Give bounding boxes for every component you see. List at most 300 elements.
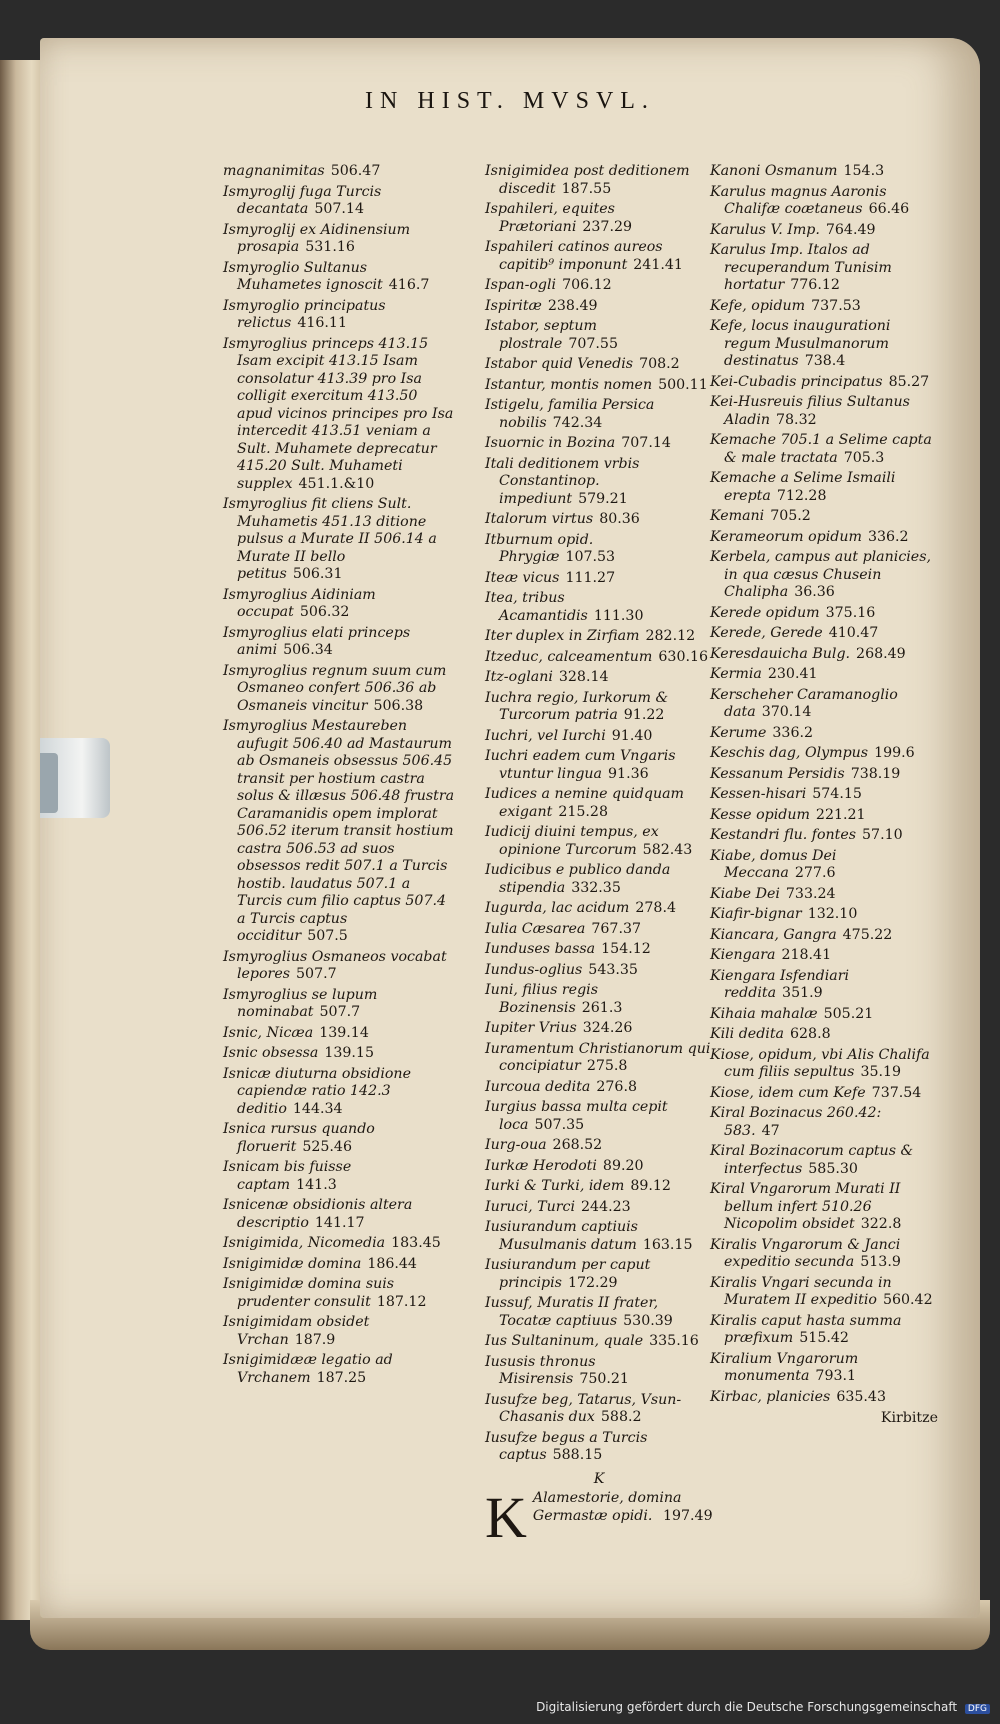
- index-entry-text: Kerscheher Caramanoglio data: [710, 686, 898, 720]
- index-entry: [710, 886, 938, 904]
- index-entry-text: Kiabe, domus Dei Meccana: [710, 847, 837, 881]
- page-reference: 238.49: [547, 297, 598, 314]
- page-reference: 163.15: [642, 1236, 693, 1253]
- dfg-logo: DFG: [965, 1704, 990, 1714]
- index-entry-text: Ispan-ogli: [485, 277, 557, 293]
- page-reference: 187.25: [316, 1369, 367, 1386]
- page-reference: 500.11: [658, 376, 708, 393]
- index-entry-text: Ismyroglio Sultanus Muhametes ignoscit: [223, 259, 383, 293]
- index-entry-text: Kiral Bozinacorum captus & interfectus: [710, 1143, 914, 1177]
- index-entry: [710, 725, 938, 743]
- page-reference: 560.42: [882, 1292, 933, 1308]
- index-entry: [485, 941, 713, 959]
- page-reference: 635.43: [836, 1388, 886, 1405]
- index-entry-text: Iuruci, Turci: [485, 1198, 576, 1215]
- page-reference: 628.8: [789, 1026, 831, 1042]
- index-entry: [710, 470, 938, 505]
- index-entry-text: Kiralis caput hasta summa præfixum: [710, 1312, 902, 1346]
- index-entry-text: Kemache 705.1 a Selime capta & male tractata: [710, 432, 932, 466]
- index-entry-text: Kiose, opidum, vbi Alis Chalifa cum filiis sepultus: [710, 1046, 930, 1080]
- index-entry-text: Iudicij diuini tempus, ex opinione Turcorum: [485, 824, 659, 858]
- index-column-3: [710, 163, 938, 1428]
- index-entry: [710, 1181, 938, 1234]
- page-reference: 506.32: [299, 604, 350, 620]
- page-reference: 507.35: [534, 1116, 585, 1133]
- index-entry-text: Isnigimidææ legatio ad Vrchanem: [223, 1352, 393, 1386]
- index-entry: [223, 1121, 455, 1156]
- page-reference: 506.47: [330, 163, 381, 179]
- index-entry-text: Kili dedita: [710, 1026, 784, 1042]
- index-entry: [710, 394, 938, 429]
- index-entry-text: Ispahileri, equites Prætoriani: [485, 201, 615, 235]
- column-3-entries: [710, 163, 938, 1406]
- index-entry-text: Iugurda, lac acidum: [485, 900, 630, 916]
- page-reference: 154.12: [601, 941, 651, 957]
- index-entry-text: Itea, tribus Acamantidis: [485, 590, 588, 624]
- page-reference: 733.24: [785, 885, 836, 902]
- page-reference: 707.55: [568, 335, 618, 352]
- index-entry-text: Istabor, septum plostrale: [485, 318, 597, 352]
- index-entry: [710, 529, 938, 547]
- index-entry: [710, 1143, 938, 1178]
- index-entry: [485, 1430, 713, 1465]
- index-entry: [485, 1392, 713, 1427]
- page-reference: 506.34: [283, 642, 333, 658]
- page-reference: 375.16: [825, 604, 876, 621]
- index-entry: [485, 298, 713, 316]
- index-entry-text: Kiralis Vngari secunda in Muratem II expeditio: [710, 1274, 892, 1308]
- index-entry-text: Kihaia mahalæ: [710, 1005, 818, 1022]
- index-entry: [710, 745, 938, 763]
- page-reference: 89.12: [630, 1178, 671, 1194]
- page-reference: 187.55: [561, 180, 612, 197]
- page-reference: 351.9: [782, 985, 823, 1001]
- index-column-1: [223, 163, 455, 1390]
- index-entry-text: Kerameorum opidum: [710, 528, 862, 545]
- index-entry: [485, 728, 713, 746]
- index-entry-text: Isnigimidea post deditionem discedit: [485, 163, 690, 197]
- index-entry-text: Kirbac, planicies: [710, 1388, 831, 1405]
- index-entry-text: Iuchri, vel Iurchi: [485, 727, 606, 744]
- page-reference: 705.2: [770, 508, 811, 524]
- index-entry-text: Kiafir-bignar: [710, 906, 802, 922]
- index-entry: [710, 766, 938, 784]
- index-entry-text: Isnigimidam obsidet Vrchan: [223, 1314, 370, 1348]
- page-reference: 187.9: [294, 1331, 336, 1348]
- index-entry-text: Kiralis Vngarorum & Janci expeditio secunda: [710, 1236, 901, 1270]
- page-reference: 506.38: [373, 697, 424, 714]
- index-entry-text: Iusiurandum captiuis Musulmanis datum: [485, 1219, 638, 1253]
- index-entry: [223, 336, 455, 494]
- index-entry: [485, 1137, 713, 1155]
- index-entry: [485, 511, 713, 529]
- index-entry: [710, 786, 938, 804]
- index-entry-text: Ismyroglij fuga Turcis decantata: [223, 183, 382, 217]
- page-reference: 506.31: [292, 566, 343, 582]
- index-entry-text: Iuchri eadem cum Vngaris vtuntur lingua: [485, 748, 676, 782]
- page-reference: 767.37: [591, 920, 642, 937]
- page-reference: 282.12: [645, 628, 696, 644]
- index-entry: [710, 222, 938, 240]
- page-reference: 507.14: [314, 201, 364, 217]
- index-entry: [223, 1352, 455, 1387]
- index-entry: [223, 1235, 455, 1253]
- index-entry: [485, 201, 713, 236]
- index-entry: [710, 432, 938, 467]
- index-entry: [485, 962, 713, 980]
- index-entry-text: Kei-Husreuis filius Sultanus Aladin: [710, 394, 910, 428]
- index-entry: [223, 718, 455, 946]
- index-entry: [710, 1047, 938, 1082]
- index-entry: [710, 374, 938, 392]
- page-reference: 154.3: [843, 163, 885, 179]
- page-reference: 705.3: [843, 449, 885, 466]
- index-entry-text: Isnic obsessa: [223, 1045, 319, 1061]
- index-entry: [223, 1256, 455, 1274]
- index-entry: [223, 949, 455, 984]
- index-entry-text: Ismyroglius elati princeps animi: [223, 624, 411, 658]
- index-entry: [710, 666, 938, 684]
- page-reference: 268.49: [856, 645, 906, 662]
- index-entry: [223, 625, 455, 660]
- index-entry-text: Itz-oglani: [485, 669, 553, 685]
- index-entry: [223, 1025, 455, 1043]
- page-reference: 276.8: [596, 1078, 637, 1095]
- page-reference: 410.47: [828, 625, 879, 641]
- index-entry: [710, 1105, 938, 1140]
- index-entry-text: Karulus magnus Aaronis Chalifæ coætaneus: [710, 183, 887, 217]
- index-entry: [485, 163, 713, 198]
- index-entry-text: Istantur, montis nomen: [485, 376, 653, 393]
- index-entry: [710, 163, 938, 181]
- index-entry-text: Isnica rursus quando floruerit: [223, 1121, 375, 1155]
- page-reference: 78.32: [776, 411, 817, 428]
- index-entry: [710, 687, 938, 722]
- index-entry-text: Itali deditionem vrbis Constantinop. impediunt: [485, 455, 640, 507]
- page-reference: 322.8: [860, 1216, 902, 1232]
- page-reference: 91.40: [611, 727, 653, 744]
- index-entry-text: Kerume: [710, 724, 767, 741]
- index-entry-text: Iundus-oglius: [485, 961, 583, 978]
- page-reference: 776.12: [790, 277, 840, 293]
- index-entry-text: Alamestorie, domina Germastæ opidi.: [532, 1490, 682, 1524]
- index-entry: [485, 1178, 713, 1196]
- index-entry: [710, 1275, 938, 1310]
- index-entry-text: Iusufze beg, Tatarus, Vsun-Chasanis dux: [485, 1391, 682, 1425]
- index-entry: [485, 1219, 713, 1254]
- page-reference: 328.14: [558, 669, 609, 685]
- page-reference: 47: [761, 1122, 780, 1139]
- page-reference: 141.3: [296, 1176, 337, 1193]
- page-reference: 737.54: [871, 1084, 922, 1101]
- index-entry-text: Kessen-hisari: [710, 786, 807, 802]
- index-entry-text: Kerbela, campus aut planicies, in qua cæsus Chusein Chalipha: [710, 549, 931, 600]
- page-reference: 36.36: [794, 584, 835, 600]
- page-reference: 199.6: [874, 745, 915, 761]
- index-entry-text: Isnigimidæ domina suis prudenter consulit: [223, 1276, 395, 1310]
- index-entry-text: Kiabe Dei: [710, 885, 780, 902]
- index-entry: [710, 508, 938, 526]
- index-entry-text: Kestandri flu. fontes: [710, 827, 857, 843]
- index-entry-text: Kiose, idem cum Kefe: [710, 1084, 866, 1101]
- index-entry: [710, 807, 938, 825]
- index-entry-text: Ismyroglius regnum suum cum Osmaneo confert 506.36 ab Osmaneis vincitur: [223, 662, 447, 714]
- drop-cap-initial: K: [485, 1485, 527, 1550]
- index-entry: [223, 663, 455, 716]
- page-reference: 507.7: [319, 1004, 361, 1020]
- page-reference: 416.11: [297, 315, 347, 331]
- index-entry: [485, 435, 713, 453]
- index-entry-text: Kiengara: [710, 947, 776, 963]
- index-entry-text: Isnicenæ obsidionis altera descriptio: [223, 1197, 413, 1231]
- index-entry: [223, 1276, 455, 1311]
- page-reference: 588.2: [600, 1409, 642, 1425]
- index-entry: [485, 690, 713, 725]
- index-entry-text: magnanimitas: [223, 163, 325, 179]
- index-entry-text: Keschis dag, Olympus: [710, 745, 869, 761]
- index-entry: [485, 982, 713, 1017]
- k-section-first-entry: [485, 1485, 713, 1550]
- page-reference: 585.30: [808, 1160, 858, 1177]
- page-reference: 737.53: [811, 297, 861, 314]
- index-entry: [710, 646, 938, 664]
- index-entry-text: Kiral Vngarorum Murati II bellum infert 510.26 Nicopolim obsidet: [710, 1181, 901, 1232]
- index-column-2: [485, 163, 713, 1550]
- page-clip-shadow: [40, 753, 58, 813]
- index-entry: [223, 987, 455, 1022]
- page-reference: 750.21: [579, 1371, 629, 1387]
- index-entry-text: Kessanum Persidis: [710, 765, 845, 782]
- footer-text: Digitalisierung gefördert durch die Deutsche Forschungsgemeinschaft: [536, 1700, 958, 1714]
- index-entry: [710, 947, 938, 965]
- index-entry: [223, 260, 455, 295]
- page-reference: 139.15: [324, 1045, 374, 1061]
- index-entry-text: Kiral Bozinacus 260.42: 583.: [710, 1105, 882, 1139]
- index-entry-text: Kemache a Selime Ismaili erepta: [710, 470, 896, 504]
- page-reference: 89.20: [602, 1157, 644, 1174]
- index-entry-text: Kefe, locus inaugurationi regum Musulmanorum destinatus: [710, 318, 891, 369]
- index-entry-text: Iteæ vicus: [485, 569, 560, 586]
- index-entry: [223, 222, 455, 257]
- page-reference: 335.16: [649, 1333, 699, 1349]
- page-reference: 57.10: [862, 827, 903, 843]
- index-entry-text: Iurkæ Herodoti: [485, 1157, 597, 1174]
- index-entry-text: Iudices a nemine quidquam exigant: [485, 786, 684, 820]
- index-entry-text: Iunduses bassa: [485, 941, 596, 957]
- index-entry-text: Kesse opidum: [710, 806, 810, 823]
- index-entry-text: Kiralium Vngarorum monumenta: [710, 1350, 859, 1384]
- page-reference: 324.26: [582, 1020, 633, 1036]
- index-entry: [485, 1099, 713, 1134]
- page-reference: 139.14: [319, 1024, 369, 1041]
- index-entry: [485, 628, 713, 646]
- page-reference: 80.36: [599, 511, 640, 527]
- index-entry-text: Iusufze begus a Turcis captus: [485, 1429, 648, 1463]
- index-entry-text: Keresdauicha Bulg.: [710, 645, 851, 662]
- index-entry-text: Iuchra regio, Iurkorum & Turcorum patria: [485, 689, 669, 723]
- page-reference: 278.4: [635, 900, 676, 916]
- page-reference: 712.28: [776, 487, 827, 504]
- page-reference: 91.22: [623, 707, 665, 723]
- index-entry-text: Ismyroglio principatus relictus: [223, 297, 386, 331]
- index-entry-text: Iudicibus e publico danda stipendia: [485, 862, 671, 896]
- index-entry: [710, 1026, 938, 1044]
- page-reference: 35.19: [860, 1064, 902, 1080]
- index-entry: [710, 1085, 938, 1103]
- index-entry: [710, 298, 938, 316]
- page-reference: 144.34: [292, 1100, 343, 1117]
- index-entry-text: Iurg-oua: [485, 1137, 547, 1153]
- index-entry: [223, 1314, 455, 1349]
- page-reference: 244.23: [581, 1198, 631, 1215]
- index-entry: [485, 1354, 713, 1389]
- index-entry: [485, 1333, 713, 1351]
- index-entry: [485, 570, 713, 588]
- page-reference: 574.15: [812, 786, 862, 802]
- index-entry: [223, 496, 455, 584]
- index-entry: [710, 827, 938, 845]
- page-reference: 66.46: [868, 201, 910, 217]
- index-entry-text: Karulus V. Imp.: [710, 221, 820, 238]
- section-letter: K: [593, 1470, 605, 1487]
- page-reference: 793.1: [815, 1368, 857, 1384]
- index-entry: [485, 900, 713, 918]
- index-entry: [485, 669, 713, 687]
- running-header: IN HIST. MVSVL.: [365, 88, 655, 114]
- index-entry-text: Ismyroglius fit cliens Sult. Muhametis 451.13 ditione pulsus a Murate II 506.14 a Murate II bello petitus: [223, 496, 437, 582]
- page-reference: 764.49: [825, 221, 876, 238]
- index-entry-text: Iuramentum Christianorum qui concipiatur: [485, 1040, 711, 1074]
- page-reference: 107.53: [565, 549, 616, 565]
- index-entry-text: Iususis thronus Misirensis: [485, 1353, 596, 1387]
- index-entry: [223, 1197, 455, 1232]
- page-reference: 111.30: [593, 607, 644, 624]
- index-entry-text: Karulus Imp. Italos ad recuperandum Tunisim hortatur: [710, 242, 892, 293]
- page-reference: 132.10: [807, 906, 858, 922]
- page-reference: 215.28: [558, 803, 608, 820]
- index-entry: [485, 356, 713, 374]
- index-entry-text: Iussuf, Muratis II frater, Tocatæ captiuus: [485, 1295, 659, 1329]
- page-reference: 221.21: [815, 806, 866, 823]
- page-reference: 582.43: [642, 841, 693, 858]
- index-entry: [710, 625, 938, 643]
- index-entry: [485, 1020, 713, 1038]
- index-entry-text: Kiengara Isfendiari reddita: [710, 967, 850, 1001]
- index-entry: [485, 1295, 713, 1330]
- page-reference: 186.44: [367, 1255, 417, 1272]
- page-reference: 141.17: [314, 1214, 365, 1231]
- digitization-footer: [536, 1700, 990, 1714]
- index-entry-text: Kerede, Gerede: [710, 625, 823, 641]
- index-entry: [485, 1041, 713, 1076]
- index-entry-text: Iurgius bassa multa cepit loca: [485, 1099, 668, 1133]
- page-reference: 268.52: [552, 1137, 603, 1153]
- page-reference: 507.5: [307, 928, 348, 944]
- page-reference: 85.27: [888, 373, 930, 390]
- index-entry-text: Kemani: [710, 508, 765, 524]
- page-reference: 111.27: [565, 569, 616, 586]
- index-entry-text: Ismyroglius se lupum nominabat: [223, 986, 378, 1020]
- index-entry-text: Kei-Cubadis principatus: [710, 373, 883, 390]
- index-entry: [485, 277, 713, 295]
- index-entry: [485, 649, 713, 667]
- index-entry: [485, 590, 713, 625]
- page-reference: 218.41: [781, 947, 832, 963]
- index-entry: [485, 1158, 713, 1176]
- page-reference: 707.14: [621, 435, 671, 451]
- index-entry: [485, 786, 713, 821]
- index-entry: [485, 921, 713, 939]
- index-entry-text: Isnicam bis fuisse captam: [223, 1159, 352, 1193]
- page-reference: 230.41: [767, 666, 818, 682]
- page-reference: 742.34: [552, 414, 603, 431]
- index-entry-text: Kiancara, Gangra: [710, 926, 837, 943]
- index-entry: [485, 239, 713, 274]
- index-entry: [485, 532, 713, 567]
- index-entry: [710, 184, 938, 219]
- index-entry-text: Isnigimida, Nicomedia: [223, 1235, 386, 1251]
- index-entry: [710, 848, 938, 883]
- index-entry-text: Istabor quid Venedis: [485, 356, 634, 372]
- index-entry: [223, 1066, 455, 1119]
- index-entry-text: Ismyroglius princeps 413.15 Isam excipit 413.15 Isam consolatur 413.39 pro Isa colligit exercitum 413.50 apud vicinos principes pro Isa intercedit 413.51 veniam a Sult. Muhamete deprecatur 415.20 Sult. Muhameti supplex: [223, 335, 454, 492]
- index-entry: [223, 298, 455, 333]
- page-reference: 261.3: [581, 999, 623, 1016]
- index-entry-text: Iurcoua dedita: [485, 1078, 591, 1095]
- page-reference: 630.16: [658, 648, 709, 665]
- page-reference: 706.12: [562, 277, 612, 293]
- page-reference: 241.41: [633, 256, 683, 273]
- index-entry-text: Kanoni Osmanum: [710, 163, 838, 179]
- index-entry: [223, 184, 455, 219]
- index-entry: [710, 242, 938, 295]
- index-entry: [485, 1257, 713, 1292]
- page-reference: 588.15: [552, 1447, 603, 1463]
- index-entry: [710, 1389, 938, 1407]
- index-entry: [710, 605, 938, 623]
- index-entry-text: Ismyroglij ex Aidinensium prosapia: [223, 221, 411, 255]
- index-entry: [485, 862, 713, 897]
- index-entry: [485, 397, 713, 432]
- index-entry-text: Ispahileri catinos aureos capitib⁹ imponunt: [485, 239, 663, 273]
- index-entry-text: Ispiritæ: [485, 297, 542, 314]
- index-entry: [223, 163, 455, 181]
- page-reference: 525.46: [302, 1138, 352, 1155]
- index-entry-text: Isnigimidæ domina: [223, 1255, 362, 1272]
- page-reference: 579.21: [578, 490, 628, 507]
- page-reference: 543.35: [588, 961, 638, 978]
- page-reference: 91.36: [608, 765, 649, 782]
- page-reference: 738.4: [804, 353, 846, 369]
- page-reference: 738.19: [850, 765, 901, 782]
- index-entry-text: Iupiter Vrius: [485, 1020, 577, 1036]
- index-entry-text: Ius Sultaninum, quale: [485, 1333, 644, 1349]
- index-entry-text: Isuornic in Bozina: [485, 435, 616, 451]
- book-page: [40, 38, 980, 1618]
- page-reference: 515.42: [799, 1330, 849, 1346]
- index-entry: [485, 318, 713, 353]
- index-entry-text: Iusiurandum per caput principis: [485, 1257, 651, 1291]
- page-reference: 451.1.&10: [298, 475, 375, 492]
- page-reference: 416.7: [388, 277, 430, 293]
- page-reference: 530.39: [623, 1312, 673, 1329]
- index-entry: [223, 1045, 455, 1063]
- index-entry: [485, 1199, 713, 1217]
- index-entry-text: Kermia: [710, 666, 762, 682]
- index-entry-text: Iulia Cæsarea: [485, 920, 586, 937]
- index-entry: [710, 318, 938, 371]
- column-2-entries: [485, 163, 713, 1465]
